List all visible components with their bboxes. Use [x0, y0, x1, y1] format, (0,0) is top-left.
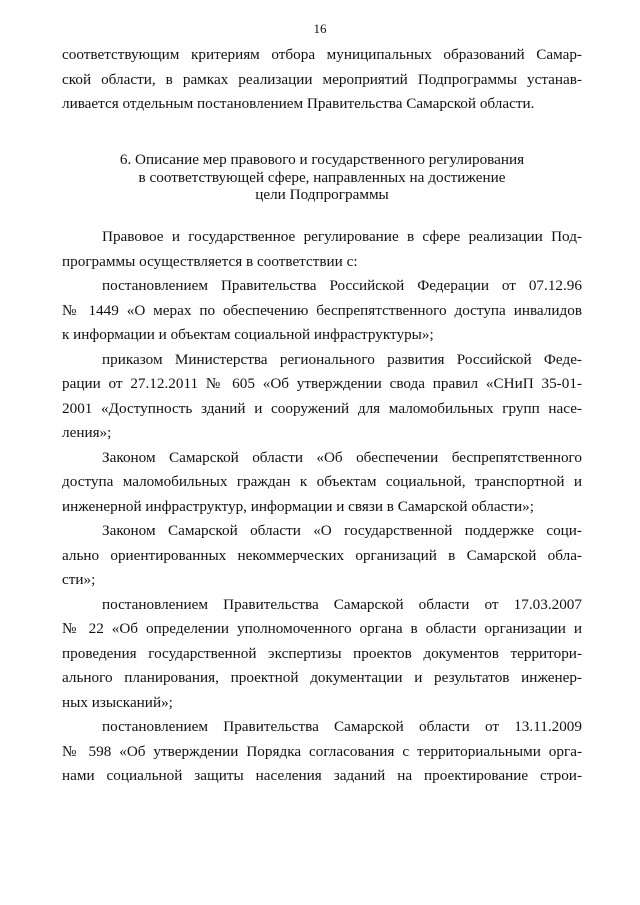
paragraph-line: № 22 «Об определении уполномоченного органа в области организации и	[62, 620, 582, 637]
paragraph-line: Правовое и государственное регулирование в сфере реализации Под-	[102, 228, 582, 245]
paragraph-line: № 598 «Об утверждении Порядка согласования с территориальными орга-	[62, 742, 582, 760]
section-heading	[62, 151, 582, 204]
paragraph-line: проведения государственной экспертизы проектов документов территори-	[62, 644, 582, 662]
heading-line: в соответствующей сфере, направленных на достижение	[138, 168, 506, 186]
paragraph-line: рации от 27.12.2011 № 605 «Об утверждении свода правил «СНиП 35-01-	[62, 375, 582, 392]
paragraph-line: инженерной инфраструктур, информации и связи в Самарской области»;	[62, 497, 534, 515]
page-number: 16	[313, 21, 327, 36]
heading-line: 6. Описание мер правового и государственного регулирования	[119, 151, 525, 168]
paragraph-line: ления»;	[62, 424, 112, 441]
paragraph-line: к информации и объектам социальной инфраструктуры»;	[62, 326, 434, 343]
paragraph-line: ных изысканий»;	[62, 693, 173, 711]
paragraph-line: постановлением Правительства Самарской области от 13.11.2009	[102, 718, 582, 735]
paragraph-line: ально ориентированных некоммерческих организаций в Самарской обла-	[62, 546, 582, 564]
body-text	[62, 225, 582, 789]
paragraph-line: доступа маломобильных граждан к объектам социальной, транспортной и	[62, 473, 582, 490]
heading-line: цели Подпрограммы	[255, 186, 389, 203]
paragraph-line: приказом Министерства регионального развития Российской Феде-	[102, 350, 582, 368]
paragraph-line: постановлением Правительства Российской Федерации от 07.12.96	[102, 277, 582, 294]
paragraph-line: нами социальной защиты населения заданий на проектирование строи-	[62, 767, 582, 784]
intro-paragraph	[62, 43, 582, 117]
paragraph-line: Законом Самарской области «Об обеспечении беспрепятственного	[102, 448, 582, 466]
paragraph-line: ливается отдельным постановлением Правительства Самарской области.	[62, 95, 535, 112]
paragraph-line: постановлением Правительства Самарской области от 17.03.2007	[102, 595, 582, 613]
paragraph-line: ской области, в рамках реализации мероприятий Подпрограммы устанав-	[62, 70, 582, 88]
paragraph-line: соответствующим критериям отбора муниципальных образований Самар-	[62, 46, 582, 63]
paragraph-line: Законом Самарской области «О государственной поддержке соци-	[102, 522, 582, 539]
paragraph-line: № 1449 «О мерах по обеспечению беспрепятственного доступа инвалидов	[62, 301, 582, 319]
paragraph-line: сти»;	[62, 571, 96, 588]
paragraph-line: ального планирования, проектной документации и результатов инженер-	[62, 669, 582, 686]
paragraph-line: программы осуществляется в соответствии с:	[62, 252, 358, 270]
paragraph-line: 2001 «Доступность зданий и сооружений для маломобильных групп насе-	[62, 399, 582, 417]
